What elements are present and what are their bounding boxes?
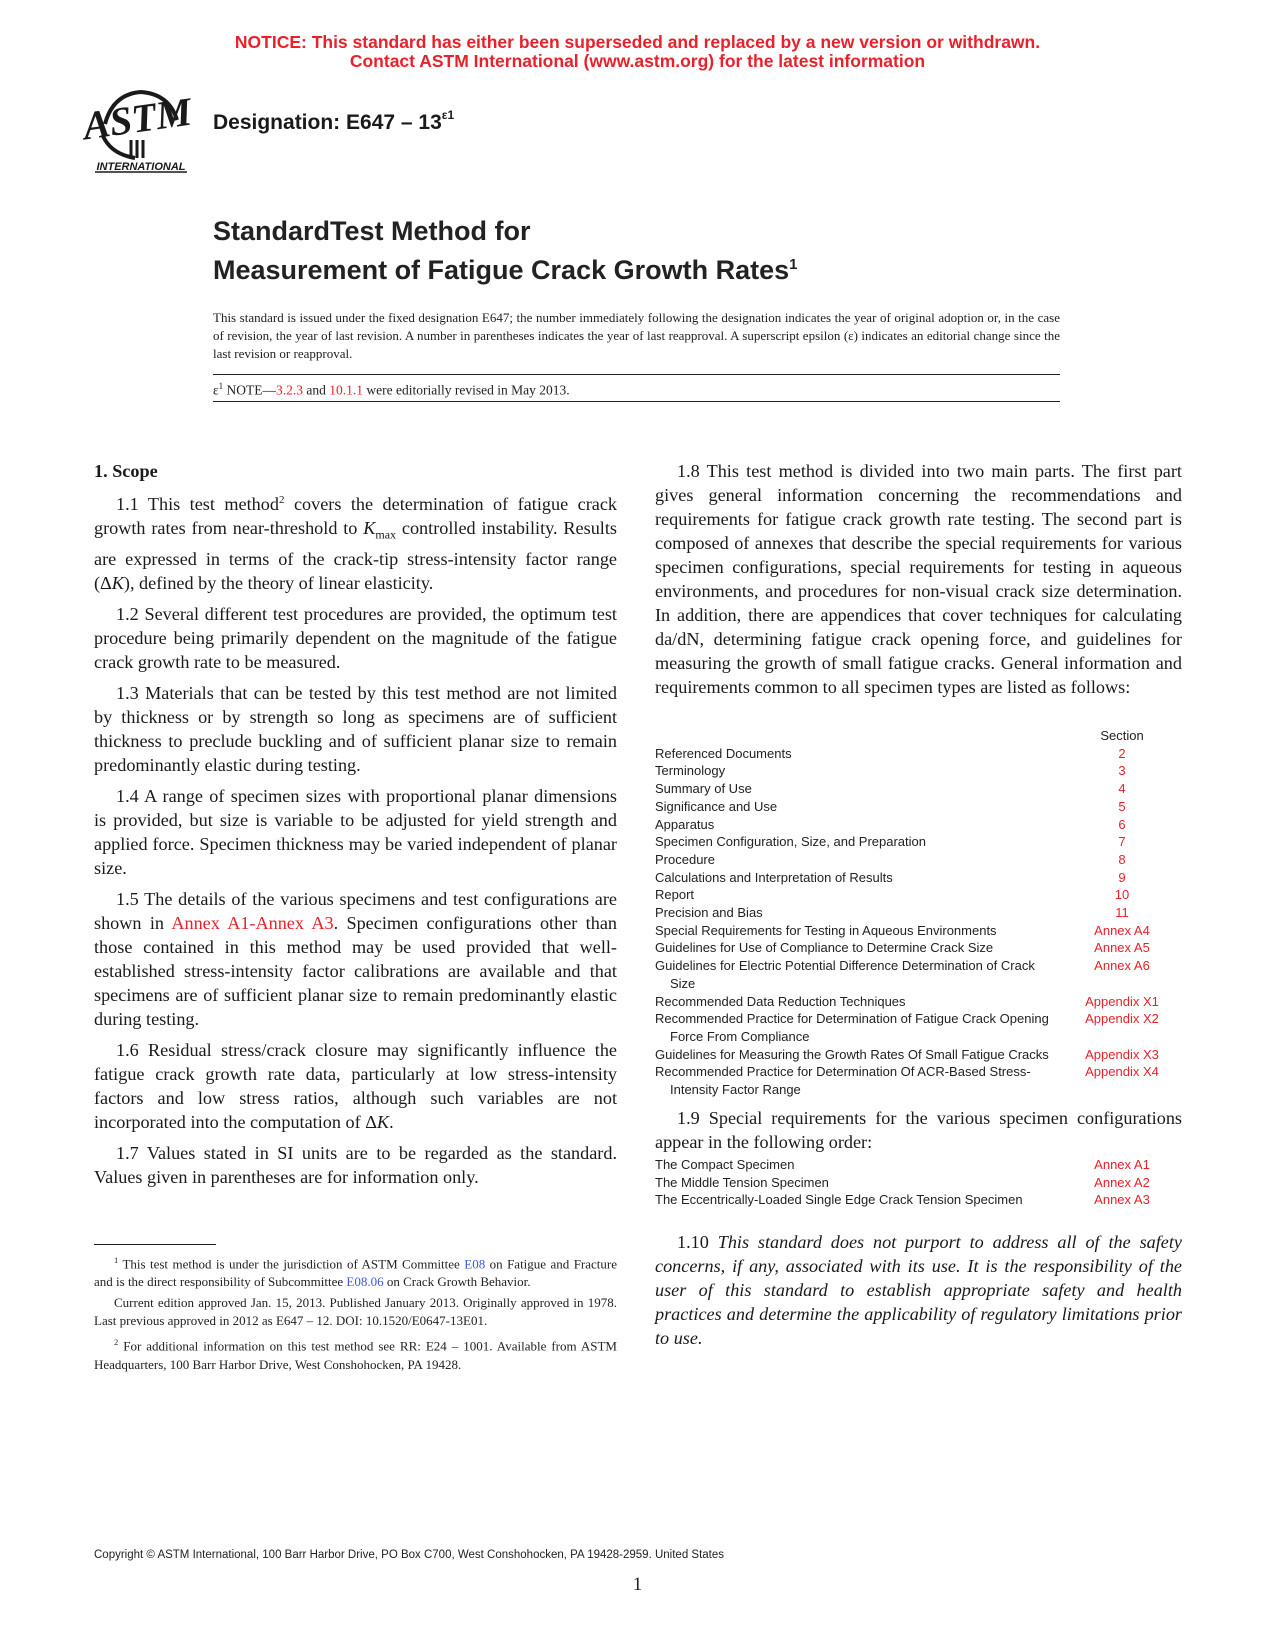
table-row (655, 886, 1182, 904)
p1-c: controlled instability. Results are expressed in terms of the crack-tip stress-intensity factor range (Δ (94, 518, 617, 593)
para-1-10-block (655, 1230, 1182, 1350)
p5-a: 1.5 The details of the various specimens and test configurations are shown in (94, 888, 617, 933)
copyright: Copyright © ASTM International, 100 Barr Harbor Drive, PO Box C700, West Conshohocken, PA 19428-2959. United States (94, 1549, 725, 1561)
row-title: Referenced Documents (655, 745, 792, 761)
footnote-1 (94, 1251, 617, 1291)
p6-a: 1.6 Residual stress/crack closure may significantly influence the fatigue crack growth rate data, particularly at low stress-intensity factors and low stress ratios, although such variables are not incorporated into the computation of Δ (94, 1039, 617, 1132)
row-title: Report (655, 887, 695, 903)
table-row (655, 1010, 1182, 1045)
row-title: Terminology (655, 763, 726, 779)
divider-top (213, 374, 1060, 375)
row-title: The Eccentrically-Loaded Single Edge Crack Tension Specimen (655, 1192, 1023, 1208)
para-1-3: 1.3 Materials that can be tested by this test method are not limited by thickness or by strength so long as specimens are of sufficient thickness to preclude buckling and of sufficient planar size to remain predominantly elastic during testing. (94, 682, 617, 775)
designation-text: Designation: E647 – 13 (213, 111, 442, 134)
section-link[interactable]: Annex A4 (1094, 922, 1150, 938)
section-link[interactable]: 5 (1118, 798, 1126, 814)
section-link[interactable]: Appendix X3 (1085, 1046, 1159, 1062)
para-1-2: 1.2 Several different test procedures are provided, the optimum test procedure being primarily dependent on the magnitude of the fatigue crack growth rate to be measured. (94, 603, 617, 672)
link-annex-a1-a3[interactable]: Annex A1-Annex A3 (171, 912, 334, 933)
page-number: 1 (632, 1574, 643, 1595)
table-row (655, 816, 1182, 834)
row-title: Guidelines for Measuring the Growth Rates Of Small Fatigue Cracks (655, 1046, 1049, 1062)
footnotes (94, 1251, 617, 1377)
p10-num: 1.10 (677, 1232, 718, 1252)
row-title: Calculations and Interpretation of Results (655, 869, 893, 885)
divider-bottom (213, 401, 1060, 402)
table-row (655, 1174, 1182, 1192)
footnote-1-edition: Current edition approved Jan. 15, 2013. Published January 2013. Originally approved in 1978. Last previous approved in 2012 as E647 – 12. DOI: 10.1520/E0647-13E01. (94, 1295, 617, 1329)
para-1-10 (655, 1230, 1182, 1350)
link-e08-06[interactable]: E08.06 (346, 1274, 384, 1290)
table-row (655, 798, 1182, 816)
link-3-2-3[interactable]: 3.2.3 (276, 382, 304, 398)
row-title: Recommended Practice for Determination Of ACR-Based Stress-Intensity Factor Range (655, 1064, 1031, 1098)
section-link[interactable]: 6 (1118, 816, 1126, 832)
row-title: The Middle Tension Specimen (655, 1174, 829, 1190)
logo-international: INTERNATIONAL (96, 161, 186, 173)
contents-table (655, 727, 1182, 1099)
edit-note-mid: and (303, 382, 330, 398)
designation-epsilon: ε1 (441, 108, 455, 122)
title-footnote-mark: 1 (789, 256, 798, 273)
section-link[interactable]: Appendix X2 (1085, 1011, 1159, 1027)
toc-header: Section (1100, 728, 1144, 743)
specimen-table (655, 1156, 1182, 1209)
row-title: Guidelines for Electric Potential Difference Determination of Crack Size (655, 958, 1035, 991)
fn1-a: This test method is under the jurisdiction of ASTM Committee (118, 1256, 465, 1272)
table-row (655, 1191, 1182, 1209)
left-column (94, 459, 617, 1196)
para-1-8: 1.8 This test method is divided into two main parts. The first part gives general information concerning the recommendations and requirements for fatigue crack growth rate testing. The second part is composed of annexes that describe the special requirements for various specimen configurations, special requirements for testing in aqueous environments, and procedures for non-visual crack size determination. In addition, there are appendices that cover techniques for calculating da/dN, determining fatigue crack opening force, and guidelines for measuring the growth of small fatigue cracks. General information and requirements common to all specimen types are listed as follows: (655, 461, 1182, 697)
table-row (655, 851, 1182, 869)
page-title (213, 215, 797, 287)
row-title: Guidelines for Use of Compliance to Determine Crack Size (655, 940, 994, 956)
p1-k2: K (111, 572, 124, 593)
table-row (655, 904, 1182, 922)
section-link[interactable]: 7 (1118, 834, 1126, 850)
table-row (655, 780, 1182, 798)
table-row (655, 922, 1182, 940)
section-link[interactable]: Annex A2 (1094, 1174, 1150, 1190)
p1-b: covers the determination of fatigue crack growth rates from near-threshold to (94, 494, 617, 539)
row-title: Procedure (655, 851, 715, 867)
row-title: Specimen Configuration, Size, and Preparation (655, 834, 926, 850)
footnote-divider (94, 1244, 216, 1245)
edit-note-prefix: NOTE— (223, 382, 277, 398)
row-title: Summary of Use (655, 781, 752, 797)
row-title: The Compact Specimen (655, 1157, 795, 1172)
section-link[interactable]: Annex A1 (1094, 1157, 1150, 1172)
section-link[interactable]: Annex A5 (1094, 940, 1150, 956)
section-link[interactable]: 4 (1118, 781, 1126, 797)
para-1-9: 1.9 Special requirements for the various specimen configurations appear in the following order: (655, 1108, 1182, 1152)
section-link[interactable]: 11 (1115, 905, 1129, 921)
fn1-mark: 1 (114, 1255, 119, 1265)
link-10-1-1[interactable]: 10.1.1 (329, 382, 364, 398)
supersession-notice (0, 33, 1275, 71)
section-link[interactable]: 9 (1118, 869, 1126, 885)
table-row (655, 1046, 1182, 1064)
notice-line-1: NOTICE: This standard has either been superseded and replaced by a new version or withdrawn. (234, 32, 1041, 52)
table-row (655, 745, 1182, 763)
row-title: Significance and Use (655, 798, 778, 814)
editorial-note (213, 381, 570, 399)
row-title: Recommended Practice for Determination of Fatigue Crack Opening Force From Compliance (655, 1011, 1049, 1044)
table-row (655, 762, 1182, 780)
table-row (655, 957, 1182, 992)
para-1-4: 1.4 A range of specimen sizes with proportional planar dimensions is provided, but size is variable to be adjusted for yield strength and applied force. Specimen thickness may be varied independent of planar size. (94, 785, 617, 878)
section-link[interactable]: 2 (1118, 745, 1126, 761)
fn2-text: For additional information on this test method see RR: E24 – 1001. Available from ASTM Headquarters, 100 Barr Harbor Drive, West Conshohocken, PA 19428. (94, 1338, 617, 1372)
table-row (655, 993, 1182, 1011)
table-row (655, 1156, 1182, 1174)
row-title: Special Requirements for Testing in Aqueous Environments (655, 922, 997, 938)
section-link[interactable]: Annex A6 (1094, 958, 1150, 974)
p6-k: K (376, 1111, 390, 1132)
designation (213, 110, 454, 135)
table-row (655, 833, 1182, 851)
para-1-6 (94, 1038, 617, 1134)
fn1-b: on Fatigue and Fracture and is the direct responsibility of Subcommittee (94, 1256, 618, 1290)
edit-note-mark: 1 (218, 381, 224, 391)
scope-heading: 1. Scope (94, 461, 158, 481)
logo-wordmark: ASTM (80, 88, 195, 149)
section-link[interactable]: 10 (1114, 887, 1130, 903)
section-link[interactable]: 8 (1118, 851, 1126, 867)
astm-logo (80, 84, 195, 174)
para-1-5 (94, 887, 617, 1031)
p1-a: 1.1 This test method (116, 494, 279, 515)
table-row (655, 939, 1182, 957)
para-1-9-block (655, 1106, 1182, 1154)
edit-note-epsilon: ε (213, 382, 219, 398)
footnote-2 (94, 1333, 617, 1373)
row-title: Recommended Data Reduction Techniques (655, 993, 906, 1009)
p10-italic: This standard does not purport to address all of the safety concerns, if any, associated with its use. It is the responsibility of the user of this standard to establish appropriate safety and health practices and determine the applicability of regulatory limitations prior to use. (655, 1232, 1182, 1348)
section-link[interactable]: Appendix X1 (1085, 993, 1159, 1009)
p5-b: . Specimen configurations other than those contained in this method may be used provided that well-established stress-intensity factor calibrations are available and that specimens are of sufficient planar size to remain predominantly elastic during testing. (94, 912, 617, 1029)
p1-ksub: max (375, 527, 397, 542)
section-link[interactable]: Annex A3 (1094, 1192, 1150, 1208)
table-row (655, 869, 1182, 887)
fn1-c: on Crack Growth Behavior. (383, 1274, 531, 1290)
p1-d: ), defined by the theory of linear elasticity. (123, 572, 434, 593)
section-link[interactable]: Appendix X4 (1085, 1064, 1159, 1080)
right-column (655, 459, 1182, 706)
para-1-1 (94, 488, 617, 595)
link-e08[interactable]: E08 (464, 1256, 486, 1272)
section-link[interactable]: 3 (1118, 763, 1126, 779)
title-line-2: Measurement of Fatigue Crack Growth Rates (213, 255, 790, 285)
p1-sup: 2 (278, 494, 285, 506)
row-title: Apparatus (655, 816, 715, 832)
table-row (655, 1063, 1182, 1098)
row-title: Precision and Bias (655, 905, 763, 921)
p6-b: . (389, 1111, 394, 1132)
fn2-mark: 2 (114, 1337, 119, 1348)
title-line-1: StandardTest Method for (213, 216, 531, 246)
edit-note-suffix: were editorially revised in May 2013. (363, 382, 570, 398)
issued-statement: This standard is issued under the fixed designation E647; the number immediately following the designation indicates the year of original adoption or, in the case of revision, the year of last revision. A number in parentheses indicates the year of last reapproval. A superscript epsilon (ε) indicates an editorial change since the last revision or reapproval. (213, 310, 1060, 361)
notice-line-2: Contact ASTM International (www.astm.org) for the latest information (349, 51, 926, 71)
para-1-7: 1.7 Values stated in SI units are to be regarded as the standard. Values given in parentheses are for information only. (94, 1142, 617, 1187)
p1-k: K (363, 518, 376, 539)
